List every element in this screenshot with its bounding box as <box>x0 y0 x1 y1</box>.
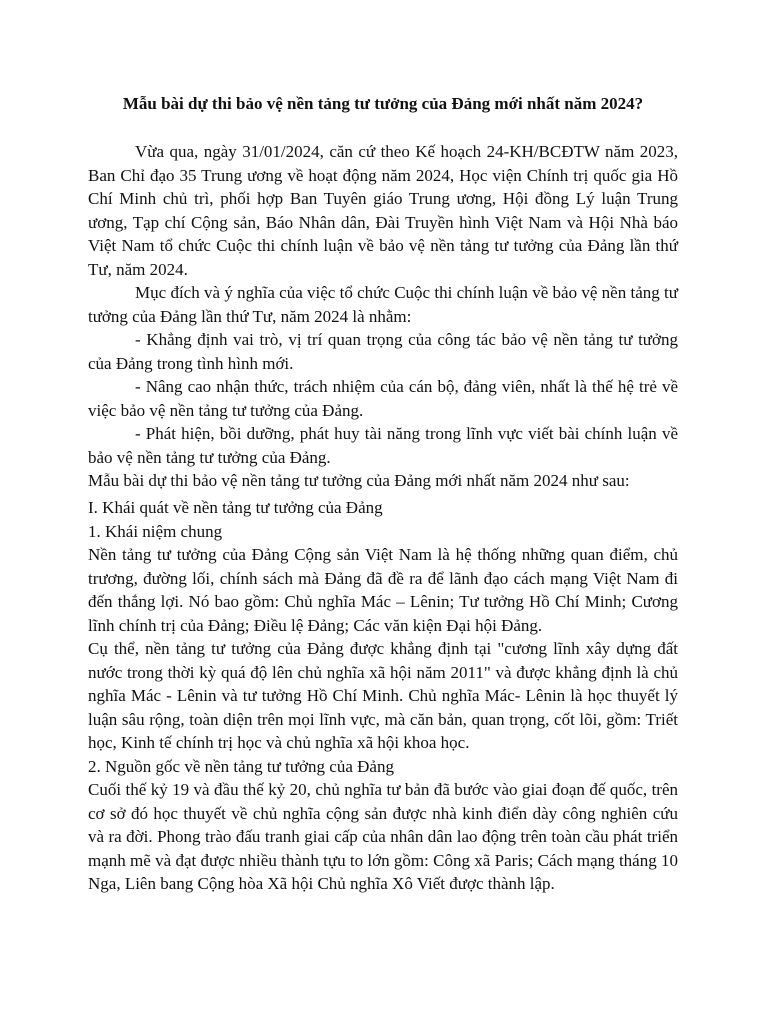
body-paragraph: Nền tảng tư tưởng của Đảng Cộng sản Việt Nam là hệ thống những quan điểm, chủ trương, đường lối, chính sách mà Đảng đã đề ra để lãnh đạo cách mạng Việt Nam đi đến thắng lợi. Nó bao gồm: Chủ nghĩa Mác – Lênin; Tư tưởng Hồ Chí Minh; Cương lĩnh chính trị của Đảng; Điều lệ Đảng; Các văn kiện Đại hội Đảng. <box>88 545 678 635</box>
main-body <box>88 496 678 896</box>
body-paragraph: Cụ thể, nền tảng tư tưởng của Đảng được khẳng định tại "cương lĩnh xây dựng đất nước trong thời kỳ quá độ lên chủ nghĩa xã hội năm 2011" và được khẳng định là chủ nghĩa Mác - Lênin và tư tưởng Hồ Chí Minh. Chủ nghĩa Mác- Lênin là học thuyết lý luận sâu rộng, toàn diện trên mọi lĩnh vực, mà căn bản, quan trọng, cốt lõi, gồm: Triết học, Kinh tế chính trị học và chủ nghĩa xã hội khoa học. <box>88 639 678 752</box>
body-paragraph: Cuối thế kỷ 19 và đầu thế kỷ 20, chủ nghĩa tư bản đã bước vào giai đoạn đế quốc, trên cơ sở đó học thuyết về chủ nghĩa cộng sản được nhà kinh điển dày công nghiên cứu và ra đời. Phong trào đấu tranh giai cấp của nhân dân lao động trên toàn cầu phát triển mạnh mẽ và đạt được nhiều thành tựu to lớn gồm: Công xã Paris; Cách mạng tháng 10 Nga, Liên bang Cộng hòa Xã hội Chủ nghĩa Xô Viết được thành lập. <box>88 780 678 893</box>
bullet-item: - Phát hiện, bồi dưỡng, phát huy tài năng trong lĩnh vực viết bài chính luận về bảo vệ nền tảng tư tưởng của Đảng. <box>88 424 678 467</box>
bullet-item: - Nâng cao nhận thức, trách nhiệm của cán bộ, đảng viên, nhất là thế hệ trẻ về việc bảo vệ nền tảng tư tưởng của Đảng. <box>88 377 678 420</box>
intro-paragraph: Vừa qua, ngày 31/01/2024, căn cứ theo Kế hoạch 24-KH/BCĐTW năm 2023, Ban Chỉ đạo 35 Trung ương về hoạt động năm 2024, Học viện Chính trị quốc gia Hồ Chí Minh chủ trì, phối hợp Ban Tuyên giáo Trung ương, Hội đồng Lý luận Trung ương, Tạp chí Cộng sản, Báo Nhân dân, Đài Truyền hình Việt Nam và Hội Nhà báo Việt Nam tổ chức Cuộc thi chính luận về bảo vệ nền tảng tư tưởng của Đảng lần thứ Tư, năm 2024. <box>88 142 678 279</box>
bullet-item: - Khẳng định vai trò, vị trí quan trọng của công tác bảo vệ nền tảng tư tưởng của Đảng trong tình hình mới. <box>88 330 678 373</box>
subsection-heading: 1. Khái niệm chung <box>88 521 223 541</box>
purpose-paragraph: Mục đích và ý nghĩa của việc tổ chức Cuộc thi chính luận về bảo vệ nền tảng tư tưởng của Đảng lần thứ Tư, năm 2024 là nhằm: <box>88 283 678 326</box>
subsection-heading: 2. Nguồn gốc về nền tảng tư tưởng của Đảng <box>88 756 394 776</box>
lead-in-paragraph: Mẫu bài dự thi bảo vệ nền tảng tư tưởng của Đảng mới nhất năm 2024 như sau: <box>88 471 630 490</box>
document-title: Mẫu bài dự thi bảo vệ nền tảng tư tưởng của Đảng mới nhất năm 2024? <box>122 94 644 113</box>
intro-section <box>88 140 678 493</box>
section-heading: I. Khái quát về nền tảng tư tưởng của Đảng <box>88 498 383 517</box>
